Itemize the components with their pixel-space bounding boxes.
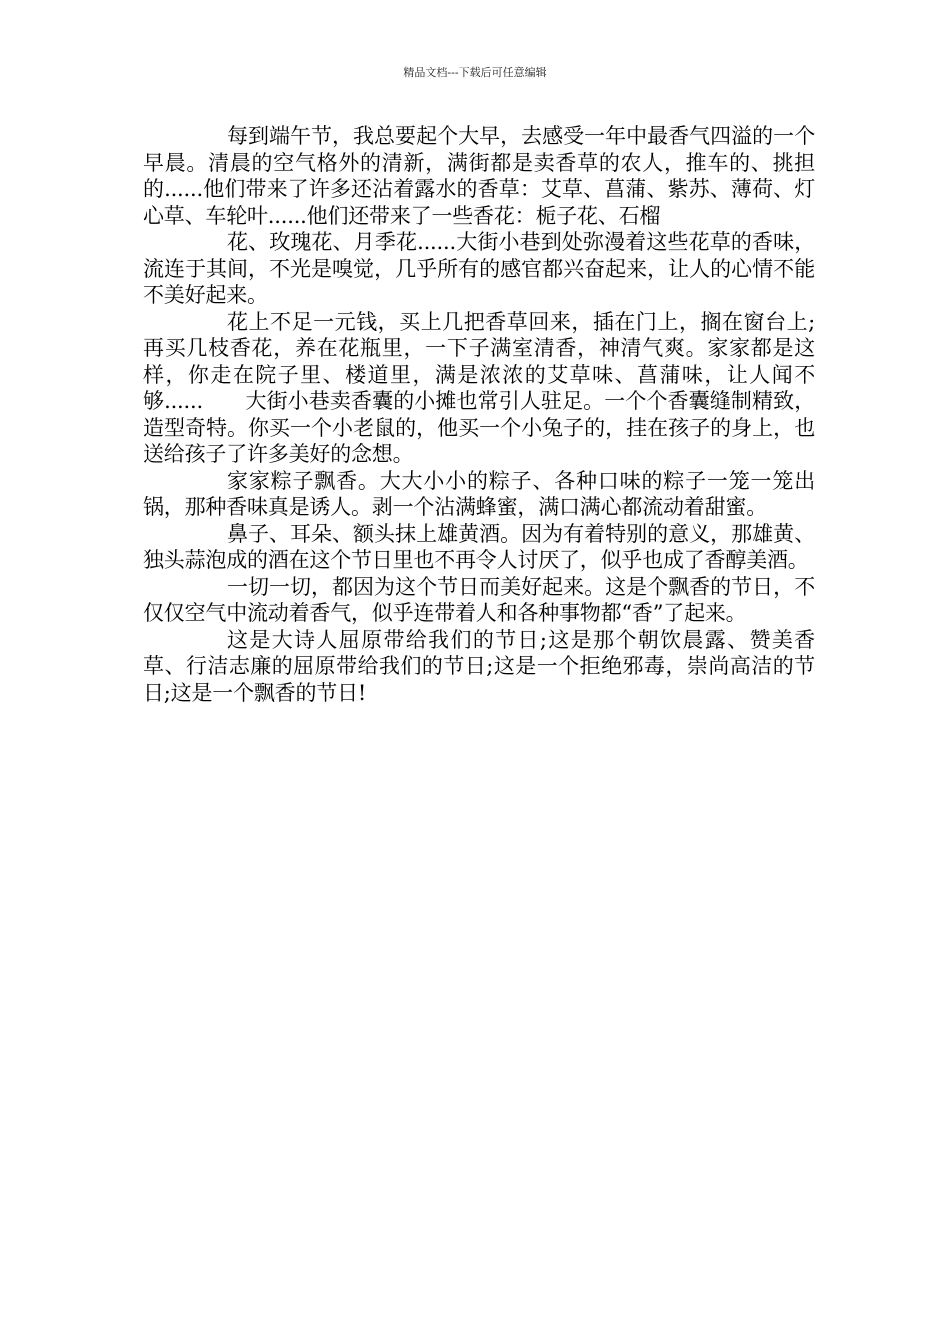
paragraph-2: 花、玫瑰花、月季花......大街小巷到处弥漫着这些花草的香味，流连于其间，不光是嗅觉，几乎所有的感官都兴奋起来，让人的心情不能不美好起来。	[143, 230, 815, 307]
paragraph-5: 鼻子、耳朵、额头抹上雄黄酒。因为有着特别的意义，那雄黄、独头蒜泡成的酒在这个节日里也不再令人讨厌了，似乎也成了香醇美酒。	[143, 521, 815, 572]
paragraph-7: 这是大诗人屈原带给我们的节日;这是那个朝饮晨露、赞美香草、行洁志廉的屈原带给我们的节日;这是一个拒绝邪毒，崇尚高洁的节日;这是一个飘香的节日!	[143, 627, 815, 705]
article-body	[143, 123, 815, 706]
page-header: 精品文档---下载后可任意编辑	[403, 66, 547, 79]
paragraph-6: 一切一切，都因为这个节日而美好起来。这是个飘香的节日，不仅仅空气中流动着香气，似乎连带着人和各种事物都“香”了起来。	[143, 574, 815, 625]
paragraph-3: 花上不足一元钱，买上几把香草回来，插在门上，搁在窗台上;再买几枝香花，养在花瓶里，一下子满室清香，神清气爽。家家都是这样，你走在院子里、楼道里，满是浓浓的艾草味、菖蒲味，让人闻不够...... 大街小巷卖香囊的小摊也常引人驻足。一个个香囊缝制精致，造型奇特。你买一个小老鼠的，他买一个小兔子的，挂在孩子的身上，也送给孩子了许多美好的念想。	[143, 309, 815, 466]
paragraph-1: 每到端午节，我总要起个大早，去感受一年中最香气四溢的一个早晨。清晨的空气格外的清新，满街都是卖香草的农人，推车的、挑担的......他们带来了许多还沾着露水的香草：艾草、菖蒲、紫苏、薄荷、灯心草、车轮叶......他们还带来了一些香花：栀子花、石榴	[143, 124, 815, 228]
paragraph-4: 家家粽子飘香。大大小小的粽子、各种口味的粽子一笼一笼出锅，那种香味真是诱人。剥一个沾满蜂蜜，满口满心都流动着甜蜜。	[143, 468, 815, 519]
